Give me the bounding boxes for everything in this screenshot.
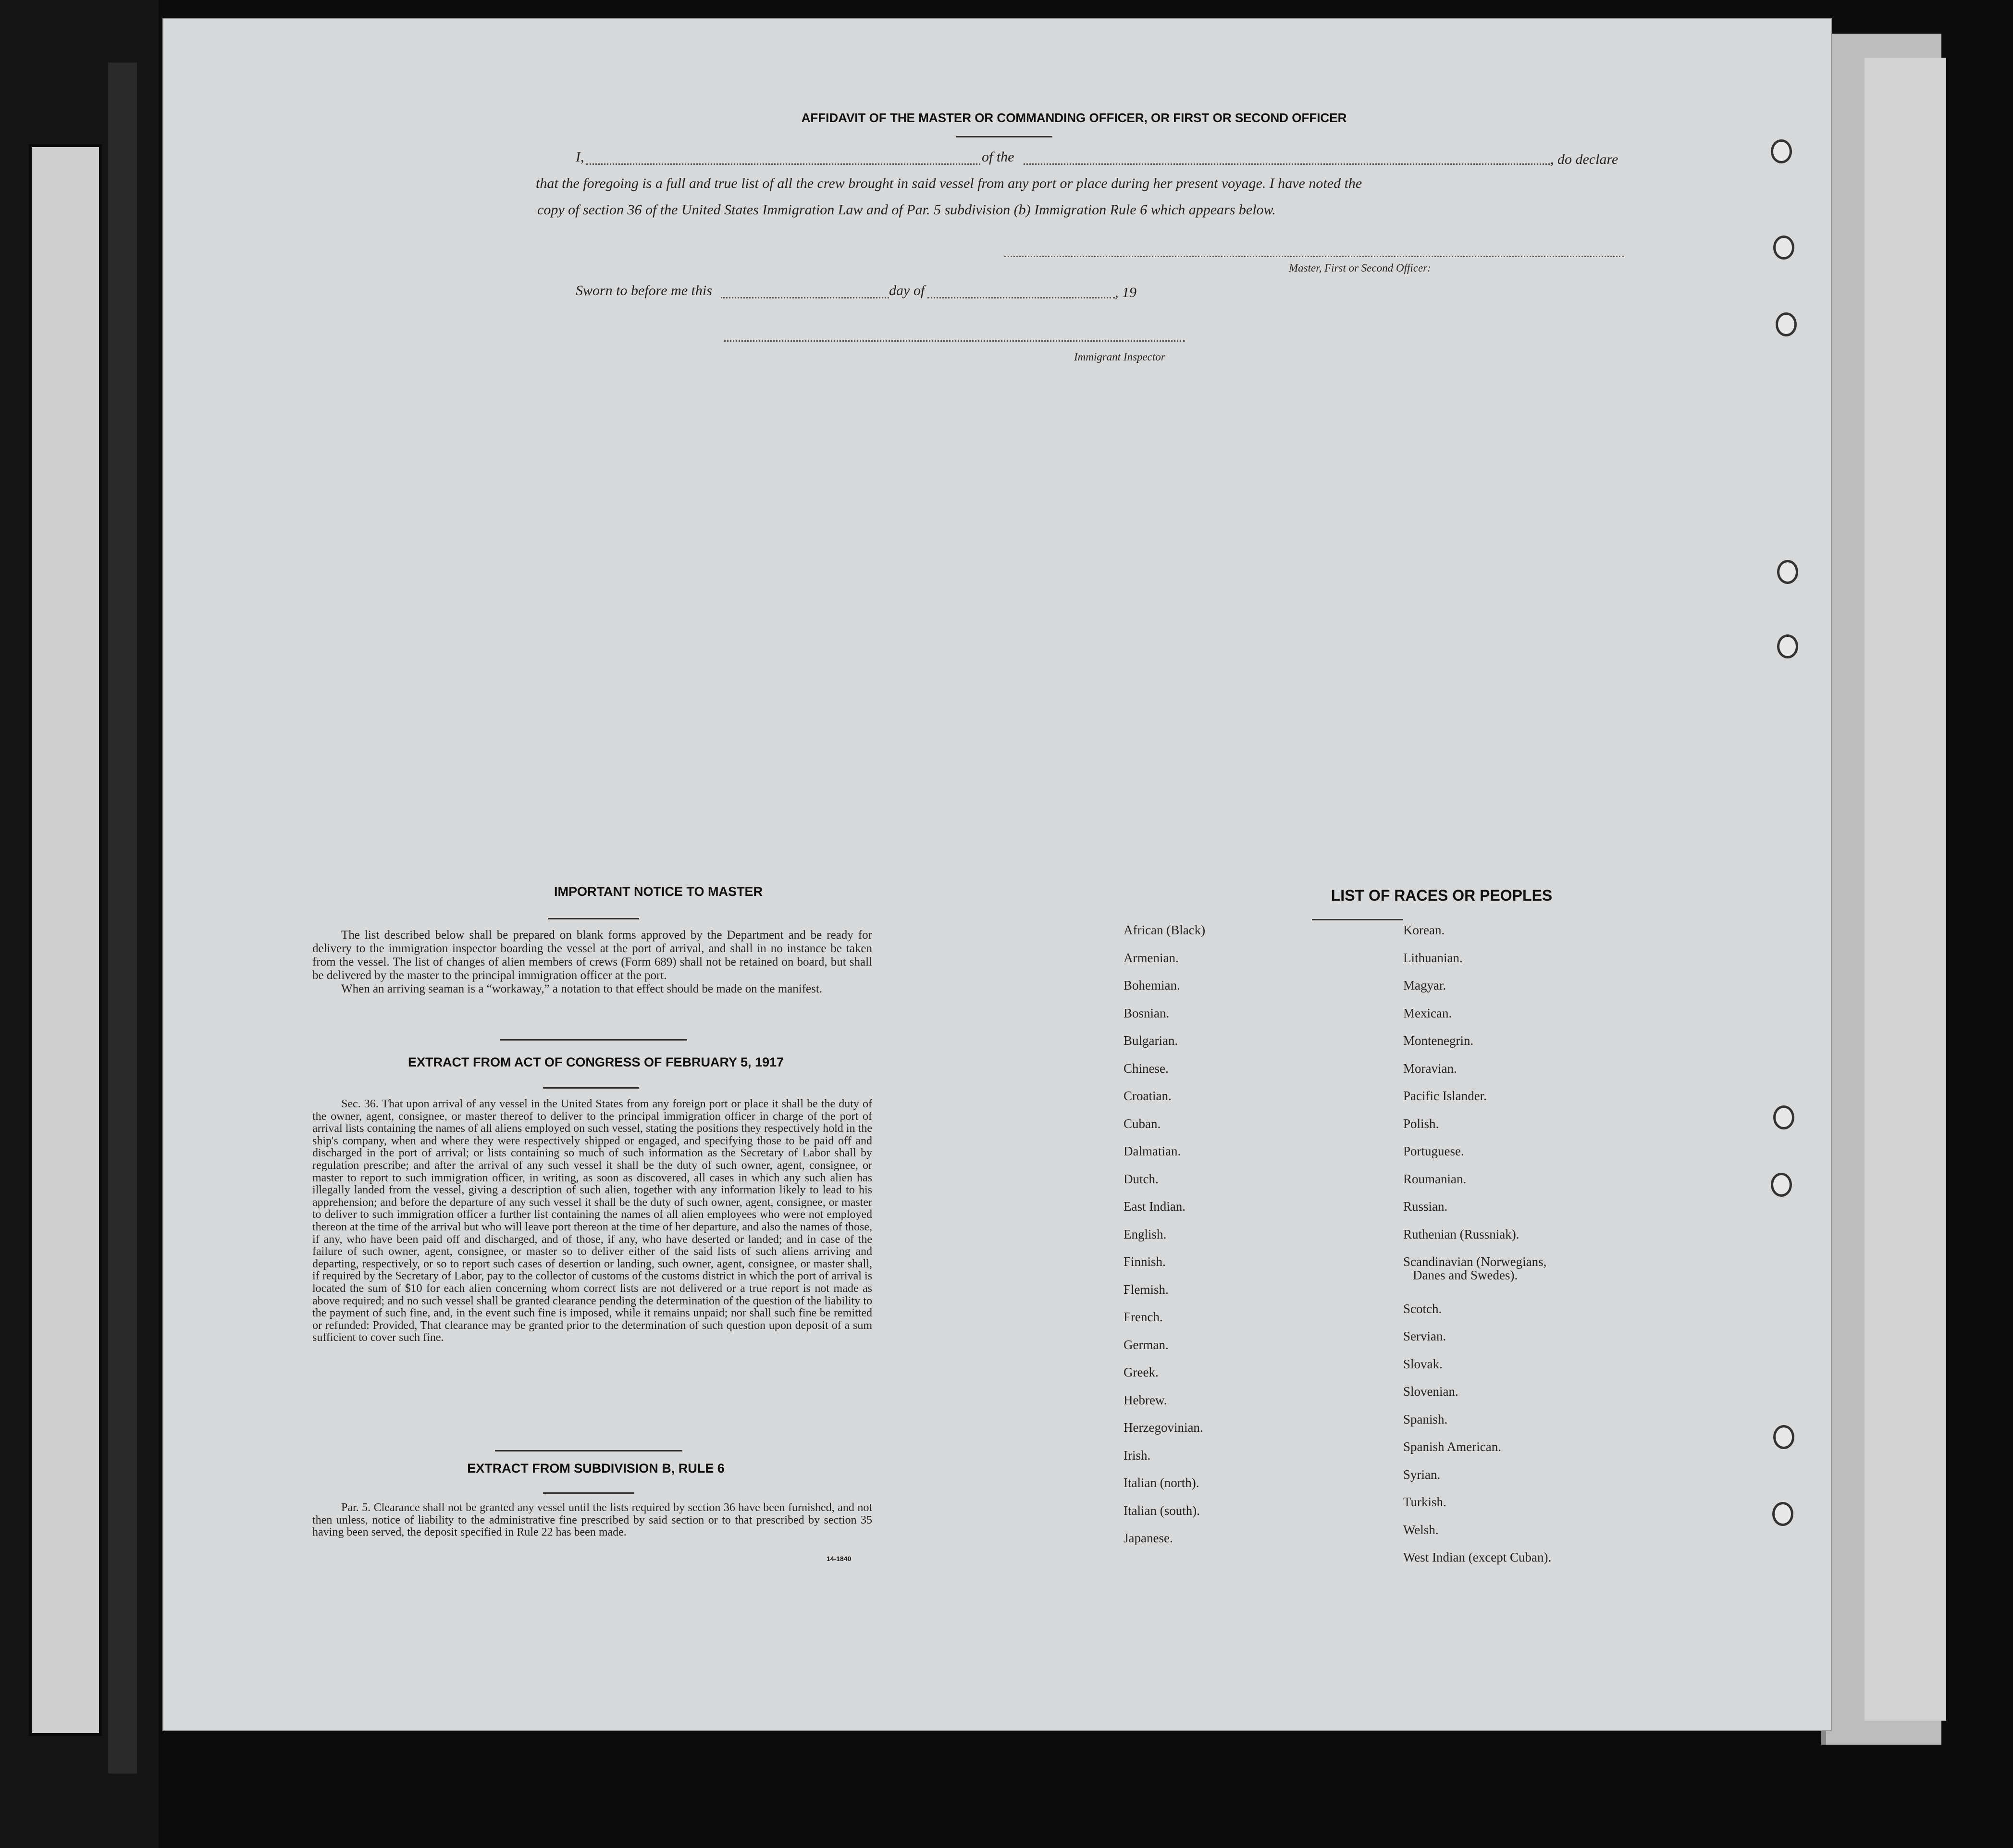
year-label: , 19 xyxy=(1115,285,1136,300)
form-number: 14-1840 xyxy=(827,1555,852,1563)
race-item: Danes and Swedes). xyxy=(1413,1268,1518,1282)
notice-paragraph-2: When an arriving seaman is a “workaway,” a notation to that effect should be made on the manifest. xyxy=(341,982,823,995)
race-item: Spanish. xyxy=(1403,1412,1448,1426)
punch-hole xyxy=(1777,634,1798,658)
affidavit-do-declare: , do declare xyxy=(1550,151,1618,167)
back-sheet-inner xyxy=(1865,58,1946,1721)
extract-act-text xyxy=(312,1098,872,1344)
race-item: West Indian (except Cuban). xyxy=(1403,1550,1552,1564)
race-item: Bohemian. xyxy=(1124,978,1180,992)
race-item: Dutch. xyxy=(1124,1171,1159,1186)
punch-hole xyxy=(1773,1105,1794,1129)
sworn-day-field[interactable] xyxy=(721,297,889,298)
race-item: French. xyxy=(1124,1310,1163,1324)
extract-rule-text xyxy=(312,1502,872,1539)
punch-hole xyxy=(1771,139,1792,163)
race-item: Turkish. xyxy=(1403,1495,1446,1509)
punch-hole xyxy=(1777,560,1798,584)
sworn-month-field[interactable] xyxy=(927,297,1115,298)
master-name-field[interactable] xyxy=(586,163,980,165)
race-item: Bosnian. xyxy=(1124,1005,1170,1020)
race-item: Syrian. xyxy=(1403,1467,1441,1482)
race-item: Portuguese. xyxy=(1403,1144,1464,1158)
race-item: Chinese. xyxy=(1124,1061,1169,1076)
divider xyxy=(495,1450,682,1451)
race-item: Slovenian. xyxy=(1403,1384,1458,1399)
vessel-name-field[interactable] xyxy=(1024,163,1550,165)
divider xyxy=(956,136,1052,137)
notice-text xyxy=(312,929,872,996)
race-item: Servian. xyxy=(1403,1329,1446,1343)
section-36-text: Sec. 36. That upon arrival of any vessel in the United States from any foreign port or place it shall be the duty of the owner, agent, consignee, or master thereof to deliver to the principal immigration officer in charge of the port of arrival lists containing the names of all aliens employed on such vessel, stating the positions they respectively hold in the ship's company, when and where they were respectively shipped or engaged, and specifying those to be paid off and discharged in the port of arrival; or lists containing so much of such information as the Secretary of Labor shall by regulation prescribe; and after the arrival of any such vessel it shall be the duty of such owner, agent, consignee, or master to report to such immigration officer, in writing, as soon as discovered, all cases in which any such alien has illegally landed from the vessel, giving a description of such alien, together with any information likely to lead to his apprehension; and before the departure of any such vessel it shall be the duty of such owner, agent, consignee, or master to deliver to such immigration officer a further list containing the names of all alien employees who were not employed thereon at the time of the arrival but who will leave port thereon at the time of her departure, and also the names of those, if any, who have been paid off and discharged, and of those, if any, who have deserted or landed; and in case of the failure of such owner, agent, consignee, or master so to deliver either of the said lists of such aliens arriving and departing, respectively, or so to report such cases of desertion or landing, such owner, agent, consignee, or master shall, if required by the Secretary of Labor, pay to the collector of customs of the customs district in which the port of arrival is located the sum of $10 for each alien concerning whom correct lists are not delivered or a true report is not made as above required; and no such vessel shall be granted clearance pending the determination of the question of the liability to the payment of such fine, and, in the event such fine is imposed, while it remains unpaid; nor shall such fine be remitted or refunded: Provided, That clearance may be granted prior to the determination of such question upon deposit of a sum sufficient to cover such fine. xyxy=(312,1098,872,1344)
race-item: Moravian. xyxy=(1403,1061,1457,1076)
master-signature-label: Master, First or Second Officer: xyxy=(1289,262,1431,274)
par-5-text: Par. 5. Clearance shall not be granted any vessel until the lists required by section 36 have been furnished, and not then unless, notice of liability to the administrative fine prescribed by said section or to that prescribed by section 35 having been served, the deposit specified in Rule 22 has been made. xyxy=(312,1501,872,1539)
race-item: Dalmatian. xyxy=(1124,1144,1181,1158)
race-item: German. xyxy=(1124,1337,1169,1352)
punch-hole xyxy=(1776,312,1797,336)
race-item: Bulgarian. xyxy=(1124,1033,1178,1048)
sworn-label: Sworn to before me this xyxy=(576,283,712,298)
race-item: Slovak. xyxy=(1403,1356,1443,1371)
day-of-label: day of xyxy=(889,283,925,298)
divider xyxy=(548,918,639,919)
extract-rule-title: EXTRACT FROM SUBDIVISION B, RULE 6 xyxy=(467,1461,725,1476)
race-item: Pacific Islander. xyxy=(1403,1089,1487,1103)
binder-edge xyxy=(0,0,159,1848)
race-item: Greek. xyxy=(1124,1365,1159,1379)
affidavit-of-the-label: of the xyxy=(982,149,1014,165)
races-title: LIST OF RACES OR PEOPLES xyxy=(1331,887,1553,904)
race-item: African (Black) xyxy=(1124,923,1206,937)
race-item: Ruthenian (Russniak). xyxy=(1403,1227,1519,1241)
race-item: Finnish. xyxy=(1124,1254,1166,1269)
divider xyxy=(543,1087,639,1089)
race-item: Welsh. xyxy=(1403,1522,1439,1537)
divider xyxy=(1312,919,1403,920)
punch-hole xyxy=(1773,1425,1794,1449)
race-item: Irish. xyxy=(1124,1448,1151,1463)
race-item: English. xyxy=(1124,1227,1167,1241)
punch-hole xyxy=(1773,236,1794,260)
race-item: Italian (north). xyxy=(1124,1476,1199,1490)
divider xyxy=(543,1492,634,1494)
race-item: Croatian. xyxy=(1124,1089,1172,1103)
binder-strip xyxy=(29,144,102,1736)
race-item: Spanish American. xyxy=(1403,1439,1501,1454)
race-item: Armenian. xyxy=(1124,950,1179,965)
inspector-signature-field[interactable] xyxy=(724,340,1185,342)
race-item: Russian. xyxy=(1403,1199,1448,1214)
race-item: Magyar. xyxy=(1403,978,1446,992)
race-item: Scotch. xyxy=(1403,1301,1442,1316)
notice-title: IMPORTANT NOTICE TO MASTER xyxy=(554,884,763,899)
affidavit-line-3: copy of section 36 of the United States Immigration Law and of Par. 5 subdivision (b) Immigration Rule 6 which appears below. xyxy=(537,202,1276,218)
race-item: Montenegrin. xyxy=(1403,1033,1474,1048)
affidavit-line-2: that the foregoing is a full and true list of all the crew brought in said vessel from any port or place during her present voyage. I have noted the xyxy=(536,175,1362,191)
master-signature-field[interactable] xyxy=(1004,256,1624,257)
extract-act-title: EXTRACT FROM ACT OF CONGRESS OF FEBRUARY 5, 1917 xyxy=(408,1055,784,1069)
race-item: Polish. xyxy=(1403,1116,1439,1131)
race-item: Korean. xyxy=(1403,923,1445,937)
race-item: Cuban. xyxy=(1124,1116,1161,1131)
race-item: Roumanian. xyxy=(1403,1171,1467,1186)
affidavit-title: AFFIDAVIT OF THE MASTER OR COMMANDING OFFICER, OR FIRST OR SECOND OFFICER xyxy=(801,111,1347,125)
punch-hole xyxy=(1772,1502,1793,1526)
binder-spine xyxy=(108,62,137,1774)
race-item: Herzegovinian. xyxy=(1124,1420,1203,1435)
race-item: Scandinavian (Norwegians, xyxy=(1403,1254,1547,1269)
race-item: Hebrew. xyxy=(1124,1392,1167,1407)
race-item: East Indian. xyxy=(1124,1199,1186,1214)
punch-hole xyxy=(1771,1173,1792,1197)
divider xyxy=(500,1039,687,1041)
race-item: Lithuanian. xyxy=(1403,950,1463,965)
race-item: Flemish. xyxy=(1124,1282,1169,1297)
race-item: Mexican. xyxy=(1403,1005,1452,1020)
notice-paragraph-1: The list described below shall be prepared on blank forms approved by the Department and be ready for delivery to the immigration inspector boarding the vessel at the port of arrival, and shall in no instance be taken from the vessel. The list of changes of alien members of crews (Form 689) shall not be retained on board, but shall be delivered by the master to the principal immigration officer at the port. xyxy=(312,929,872,982)
race-item: Japanese. xyxy=(1124,1531,1173,1545)
affidavit-i-label: I, xyxy=(576,149,584,165)
race-item: Italian (south). xyxy=(1124,1503,1200,1518)
document-page xyxy=(163,19,1831,1730)
inspector-label: Immigrant Inspector xyxy=(1074,351,1165,363)
